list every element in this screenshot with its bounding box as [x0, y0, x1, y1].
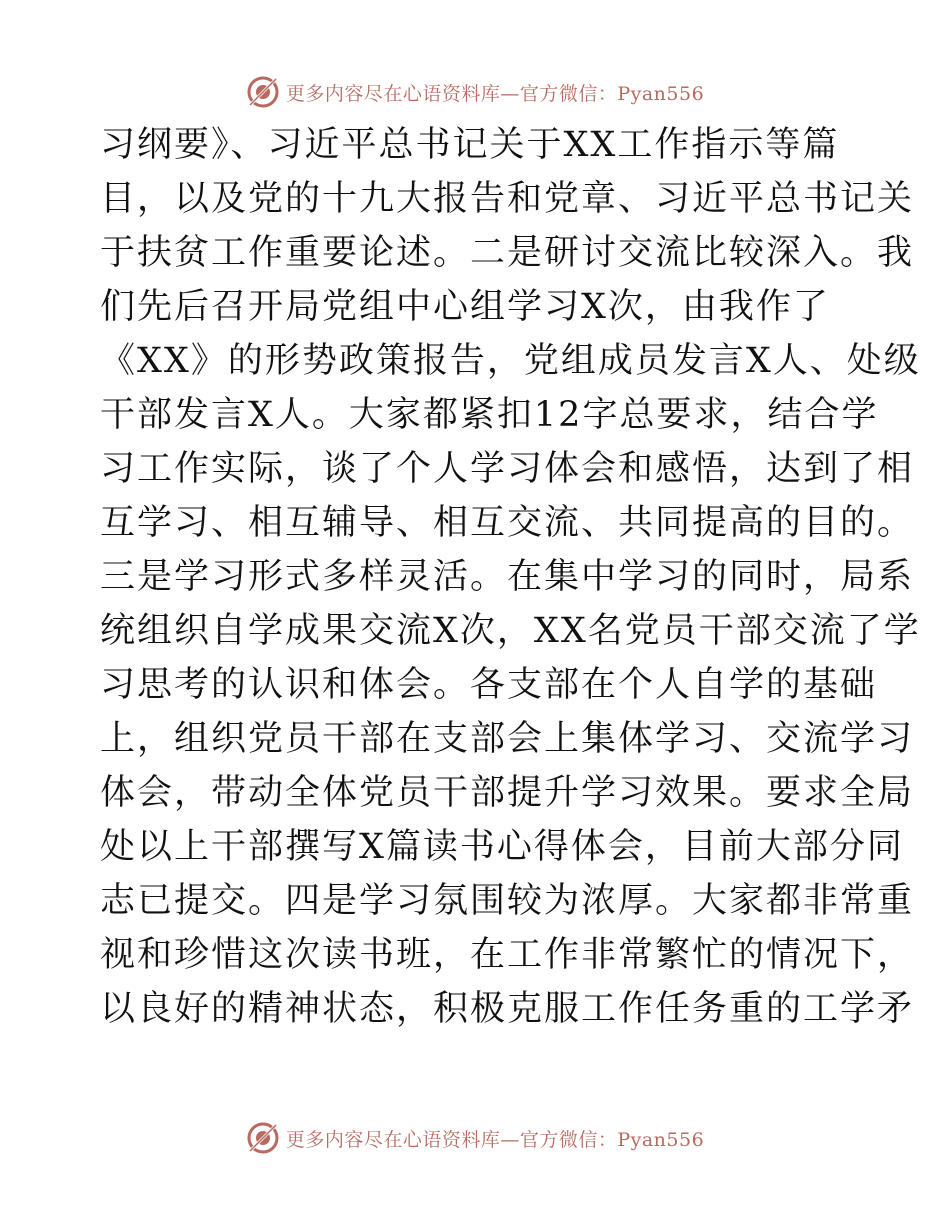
body-line: 视和珍惜这次读书班，在工作非常繁忙的情况下，	[100, 935, 915, 975]
body-line: 《XX》的形势政策报告，党组成员发言X人、处级	[100, 341, 921, 381]
watermark-text: 更多内容尽在心语资料库—官方微信：Pyan556	[285, 82, 705, 105]
body-line: 志已提交。四是学习氛围较为浓厚。大家都非常重	[100, 881, 915, 921]
pen-seal-logo-icon	[246, 1121, 280, 1155]
body-line: 以良好的精神状态，积极克服工作任务重的工学矛	[100, 989, 915, 1029]
body-line: 体会，带动全体党员干部提升学习效果。要求全局	[100, 773, 915, 813]
body-line: 处以上干部撰写X篇读书心得体会，目前大部分同	[100, 827, 904, 867]
footer-watermark	[0, 1118, 950, 1158]
body-line: 统组织自学成果交流X次，XX名党员干部交流了学	[100, 611, 921, 651]
body-line: 三是学习形式多样灵活。在集中学习的同时，局系	[100, 557, 915, 597]
pen-seal-logo-icon	[246, 75, 280, 109]
watermark-text: 更多内容尽在心语资料库—官方微信：Pyan556	[285, 1128, 705, 1151]
header-watermark	[0, 72, 950, 112]
body-line: 们先后召开局党组中心组学习X次，由我作了	[100, 287, 830, 327]
body-line: 上，组织党员干部在支部会上集体学习、交流学习	[100, 719, 915, 759]
body-line: 习思考的认识和体会。各支部在个人自学的基础	[100, 665, 878, 705]
body-line: 目，以及党的十九大报告和党章、习近平总书记关	[100, 179, 915, 219]
body-line: 习纲要》、习近平总书记关于XX工作指示等篇	[100, 125, 840, 165]
body-line: 于扶贫工作重要论述。二是研讨交流比较深入。我	[100, 233, 915, 273]
body-line: 互学习、相互辅导、相互交流、共同提高的目的。	[100, 503, 915, 543]
document-body	[100, 118, 921, 1036]
body-line: 习工作实际，谈了个人学习体会和感悟，达到了相	[100, 449, 915, 489]
body-line: 干部发言X人。大家都紧扣12字总要求，结合学	[100, 395, 879, 435]
